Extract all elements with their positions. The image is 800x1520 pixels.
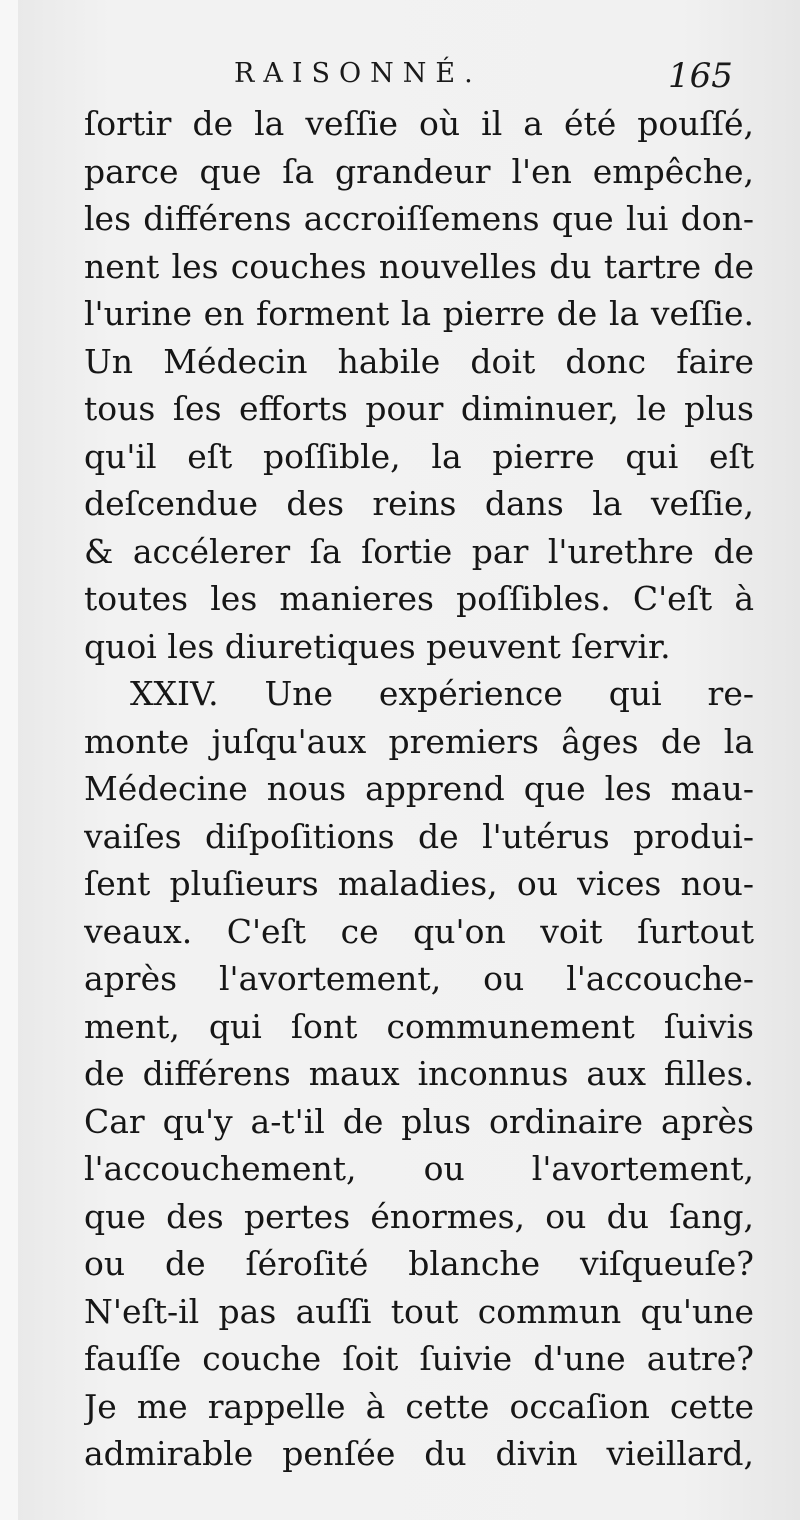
text-line: veaux. C'eſt ce qu'on voit ſurtout bbox=[84, 911, 754, 951]
page-margin-gutter bbox=[0, 0, 18, 1520]
text-line: l'accouchement, ou l'avortement, bbox=[84, 1149, 754, 1188]
text-line: après l'avortement, ou l'accouche- bbox=[84, 959, 754, 998]
running-head: RAISONNÉ. bbox=[234, 58, 482, 89]
text-line-paragraph-end: quoi les diuretiques peuvent ſervir. bbox=[84, 626, 671, 666]
text-line: Je me rappelle à cette occaſion cette bbox=[84, 1386, 754, 1426]
text-line: toutes les manieres poſſibles. C'eſt à bbox=[84, 579, 754, 618]
text-line: que des pertes énormes, ou du ſang, bbox=[84, 1196, 754, 1236]
body-text bbox=[84, 100, 754, 1478]
page-number: 165 bbox=[668, 56, 733, 96]
text-line: deſcendue des reins dans la veſſie, bbox=[84, 484, 754, 523]
text-line: nent les couches nouvelles du tartre de bbox=[84, 246, 754, 286]
text-line-section-start: XXIV. Une expérience qui re- bbox=[130, 674, 754, 713]
text-line: Un Médecin habile doit donc faire bbox=[84, 341, 754, 381]
text-line: ment, qui ſont communement ſuivis bbox=[84, 1006, 754, 1046]
text-line: qu'il eſt poſſible, la pierre qui eſt bbox=[84, 436, 754, 476]
text-line: Car qu'y a-t'il de plus ordinaire après bbox=[84, 1101, 754, 1141]
text-line: admirable penſée du divin vieillard, bbox=[84, 1434, 754, 1473]
page-header bbox=[68, 56, 768, 96]
text-line: tous ſes efforts pour diminuer, le plus bbox=[84, 389, 754, 428]
text-line: vaiſes diſpoſitions de l'utérus produi- bbox=[84, 816, 754, 856]
text-line: de différens maux inconnus aux filles. bbox=[84, 1054, 754, 1093]
text-line: les différens accroiſſemens que lui don- bbox=[84, 199, 754, 238]
book-page bbox=[18, 0, 800, 1520]
text-line: & accélerer ſa ſortie par l'urethre de bbox=[84, 531, 754, 571]
text-line: fauſſe couche ſoit ſuivie d'une autre? bbox=[84, 1339, 754, 1378]
text-line: Médecine nous apprend que les mau- bbox=[84, 769, 754, 808]
text-line: ſortir de la veſſie où il a été pouſſé, bbox=[84, 104, 754, 143]
text-line: parce que ſa grandeur l'en empêche, bbox=[84, 151, 754, 191]
text-line: l'urine en forment la pierre de la veſſie. bbox=[84, 294, 754, 333]
text-line: ſent pluſieurs maladies, ou vices nou- bbox=[84, 864, 754, 903]
text-line: ou de ſéroſité blanche viſqueuſe? bbox=[84, 1244, 754, 1283]
text-line: monte juſqu'aux premiers âges de la bbox=[84, 721, 754, 761]
text-line: N'eſt-il pas auſſi tout commun qu'une bbox=[84, 1291, 754, 1331]
